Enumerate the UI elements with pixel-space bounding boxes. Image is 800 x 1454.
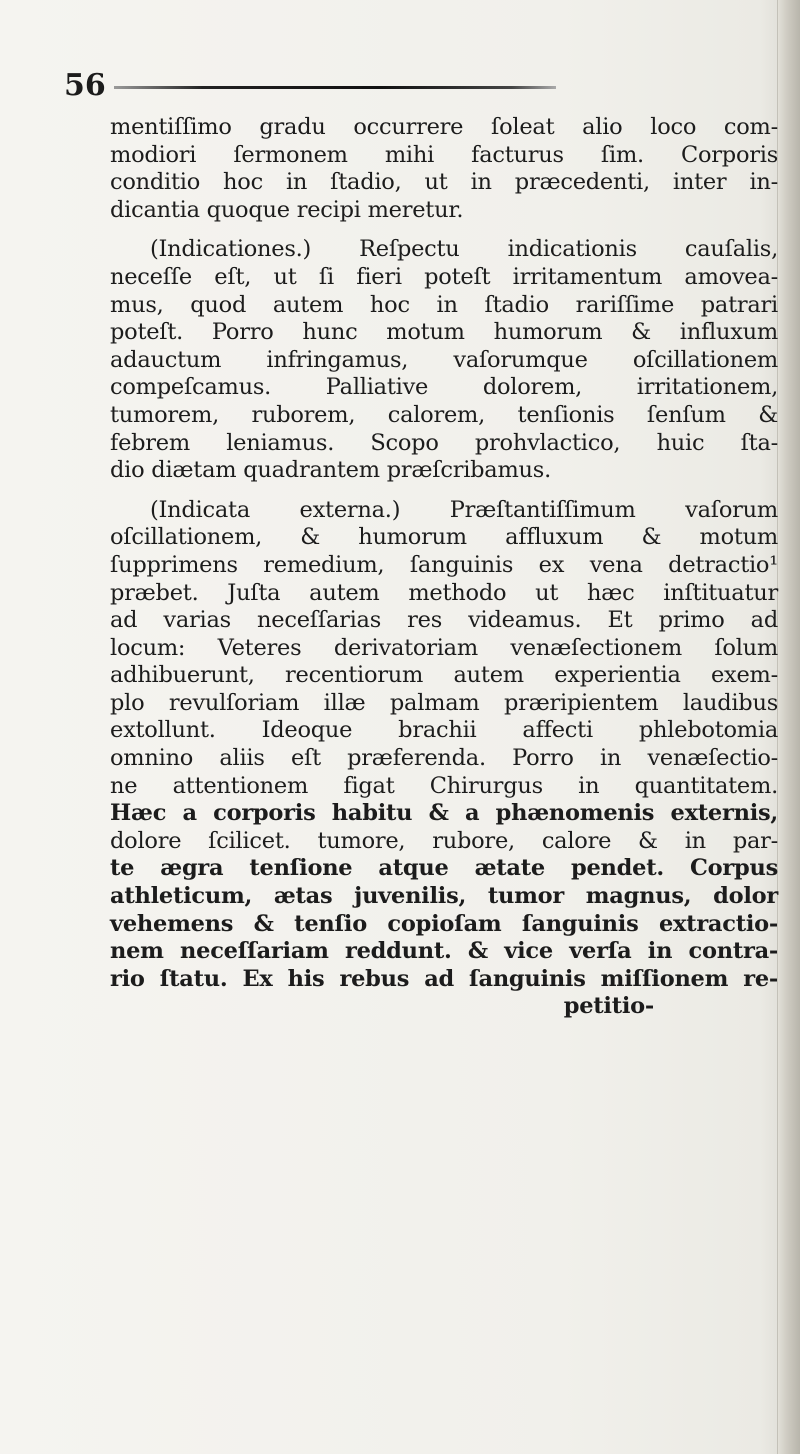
text-line: adhibuerunt, recentiorum autem experientia exem-	[110, 662, 778, 689]
text-line: tumorem, ruborem, calorem, tenſionis ſenſum &	[110, 401, 778, 428]
text-line: conditio hoc in ſtadio, ut in præcedenti, inter in-	[110, 169, 778, 196]
text-line: ne attentionem figat Chirurgus in quantitatem.	[110, 772, 778, 799]
text-line: athleticum, ætas juvenilis, tumor magnus, dolor	[110, 883, 778, 910]
text-line: ad varias neceſſarias res videamus. Et primo ad	[110, 607, 778, 634]
text-line: (Indicationes.) Reſpectu indicationis cauſalis,	[150, 236, 778, 263]
text-line: vehemens & tenſio copioſam ſanguinis extractio-	[110, 910, 778, 937]
text-line: te ægra tenſione atque ætate pendet. Corpus	[110, 855, 778, 882]
text-line: oſcillationem, & humorum affluxum & motum	[110, 524, 778, 551]
text-line: omnino aliis eſt præferenda. Porro in venæſectio-	[110, 745, 778, 772]
body-text	[110, 114, 778, 1021]
page-header	[64, 66, 564, 106]
text-line: (Indicata externa.) Præſtantiſſimum vaſorum	[150, 496, 778, 523]
text-line: dicantia quoque recipi meretur.	[110, 196, 464, 223]
text-line: mus, quod autem hoc in ſtadio rariſſime patrari	[110, 291, 778, 318]
text-line: Hæc a corporis habitu & a phænomenis externis,	[110, 800, 778, 827]
page-number: 56	[64, 68, 106, 103]
text-line: nem neceſſariam reddunt. & vice verſa in contra-	[110, 938, 778, 965]
text-line: locum: Veteres derivatoriam venæſectionem ſolum	[110, 634, 778, 661]
text-line: poteſt. Porro hunc motum humorum & influxum	[110, 319, 778, 346]
text-line: adauctum infringamus, vaſorumque oſcillationem	[110, 346, 778, 373]
text-line: plo revulſoriam illæ palmam præripientem laudibus	[110, 689, 778, 716]
page-edge-shadow	[777, 0, 800, 1454]
text-line: mentiſſimo gradu occurrere ſoleat alio loco com-	[110, 114, 778, 140]
header-rule	[114, 86, 556, 89]
text-line: præbet. Juſta autem methodo ut hæc inſtituatur	[110, 579, 778, 606]
text-line: modiori ſermonem mihi facturus ſim. Corporis	[110, 141, 778, 168]
text-line: compeſcamus. Palliative dolorem, irritationem,	[110, 374, 778, 401]
text-line: febrem leniamus. Scopo prohvlactico, huic ſta-	[110, 429, 778, 456]
text-line: neceſſe eſt, ut ſi fieri poteſt irritamentum amovea-	[110, 263, 778, 290]
text-line: rio ſtatu. Ex his rebus ad ſanguinis miſſionem re-	[110, 965, 778, 992]
text-line: dolore ſcilicet. tumore, rubore, calore & in par-	[110, 827, 778, 854]
text-line: dio diætam quadrantem præſcribamus.	[110, 457, 551, 484]
text-line: extollunt. Ideoque brachii affecti phlebotomia	[110, 717, 778, 744]
text-line: ſupprimens remedium, ſanguinis ex vena detractio¹	[110, 551, 778, 578]
text-line: petitio-	[563, 993, 654, 1020]
